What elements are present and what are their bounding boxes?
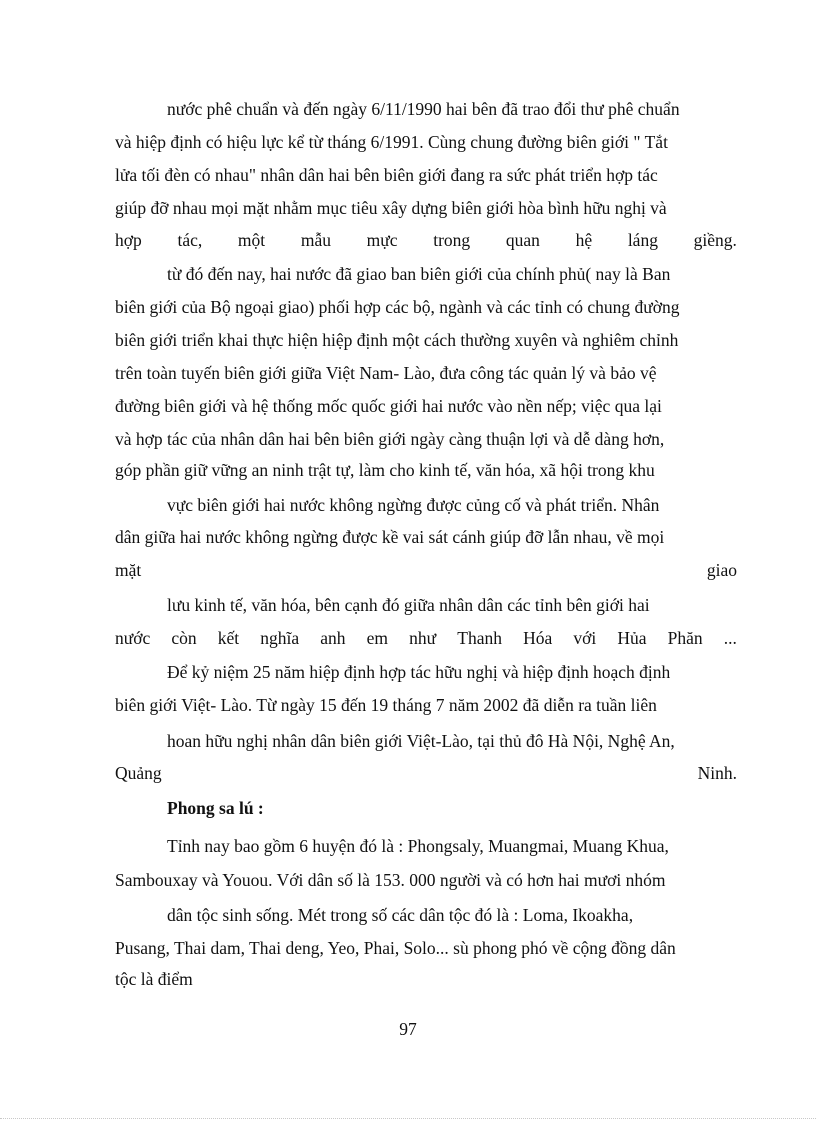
text-line: tộc là điểm — [115, 969, 193, 989]
word: em — [366, 628, 389, 648]
word: giao — [706, 560, 737, 580]
word: nghĩa — [260, 628, 300, 648]
text-line: dân tộc sinh sống. Mét trong số các dân tộc đó là : Loma, Ikoakha, — [167, 905, 634, 925]
word: ... — [723, 628, 737, 648]
text-line: Sambouxay và Youou. Với dân số là 153. 000 người và có hơn hai mươi nhóm — [115, 870, 666, 890]
text-line-justified — [115, 229, 737, 251]
word: với — [573, 628, 597, 648]
text-line: nước phê chuẩn và đến ngày 6/11/1990 hai bên đã trao đổi thư phê chuẩn — [167, 99, 680, 119]
text-line: giúp đỡ nhau mọi mặt nhằm mục tiêu xây dựng biên giới hòa bình hữu nghị và — [115, 198, 667, 218]
word: quan — [505, 230, 540, 250]
text-line: lưu kinh tế, văn hóa, bên cạnh đó giữa nhân dân các tỉnh bên giới hai — [167, 595, 650, 615]
word: Hóa — [523, 628, 553, 648]
word: trong — [433, 230, 471, 250]
text-line: lửa tối đèn có nhau" nhân dân hai bên biên giới đang ra sức phát triển hợp tác — [115, 165, 658, 185]
text-line: trên toàn tuyến biên giới giữa Việt Nam- Lào, đưa công tác quản lý và bảo vệ — [115, 363, 657, 383]
text-line: và hiệp định có hiệu lực kể từ tháng 6/1991. Cùng chung đường biên giới " Tắt — [115, 132, 668, 152]
word: Thanh — [457, 628, 502, 648]
text-line: biên giới triển khai thực hiện hiệp định một cách thường xuyên và nghiêm chỉnh — [115, 330, 679, 350]
page-number: 97 — [399, 1019, 417, 1039]
word: Quảng — [115, 763, 162, 783]
text-line: biên giới của Bộ ngoại giao) phối hợp các bộ, ngành và các tỉnh có chung đường — [115, 297, 680, 317]
text-line: Để kỷ niệm 25 năm hiệp định hợp tác hữu nghị và hiệp định hoạch định — [167, 662, 671, 682]
word: mẫu — [300, 230, 331, 250]
text-line-justified — [115, 762, 737, 784]
text-line-justified — [115, 559, 737, 581]
text-line: và hợp tác của nhân dân hai bên biên giới ngày càng thuận lợi và dễ dàng hơn, — [115, 429, 665, 449]
section-heading: Phong sa lú : — [167, 798, 264, 818]
text-line: từ đó đến nay, hai nước đã giao ban biên giới của chính phủ( nay là Ban — [167, 264, 671, 284]
text-line: đường biên giới và hệ thống mốc quốc giới hai nước vào nền nếp; việc qua lại — [115, 396, 662, 416]
word: mặt — [115, 560, 142, 580]
text-line: vực biên giới hai nước không ngừng được củng cố và phát triển. Nhân — [167, 495, 660, 515]
word: anh — [320, 628, 346, 648]
text-line-justified — [115, 627, 737, 649]
page-border-divider — [0, 1118, 816, 1119]
word: Hủa — [617, 628, 647, 648]
word: hệ — [575, 230, 593, 250]
word: hợp — [115, 230, 142, 250]
word: một — [237, 230, 266, 250]
word: giềng. — [693, 230, 737, 250]
word: láng — [627, 230, 658, 250]
text-line: hoan hữu nghị nhân dân biên giới Việt-Lào, tại thủ đô Hà Nội, Nghệ An, — [167, 731, 675, 751]
word: nước — [115, 628, 151, 648]
word: Phăn — [667, 628, 703, 648]
text-line: Tỉnh nay bao gồm 6 huyện đó là : Phongsaly, Muangmai, Muang Khua, — [167, 836, 669, 856]
word: mực — [366, 230, 398, 250]
text-line: góp phần giữ vững an ninh trật tự, làm cho kinh tế, văn hóa, xã hội trong khu — [115, 460, 655, 480]
word: còn — [171, 628, 197, 648]
word: kết — [217, 628, 240, 648]
word: Ninh. — [697, 763, 737, 783]
word: như — [409, 628, 437, 648]
text-line: Pusang, Thai dam, Thai deng, Yeo, Phai, Solo... sù phong phó về cộng đồng dân — [115, 938, 676, 958]
text-line: biên giới Việt- Lào. Từ ngày 15 đến 19 tháng 7 năm 2002 đã diễn ra tuần liên — [115, 695, 657, 715]
text-line: dân giữa hai nước không ngừng được kề vai sát cánh giúp đỡ lẫn nhau, về mọi — [115, 527, 665, 547]
word: tác, — [177, 230, 203, 250]
